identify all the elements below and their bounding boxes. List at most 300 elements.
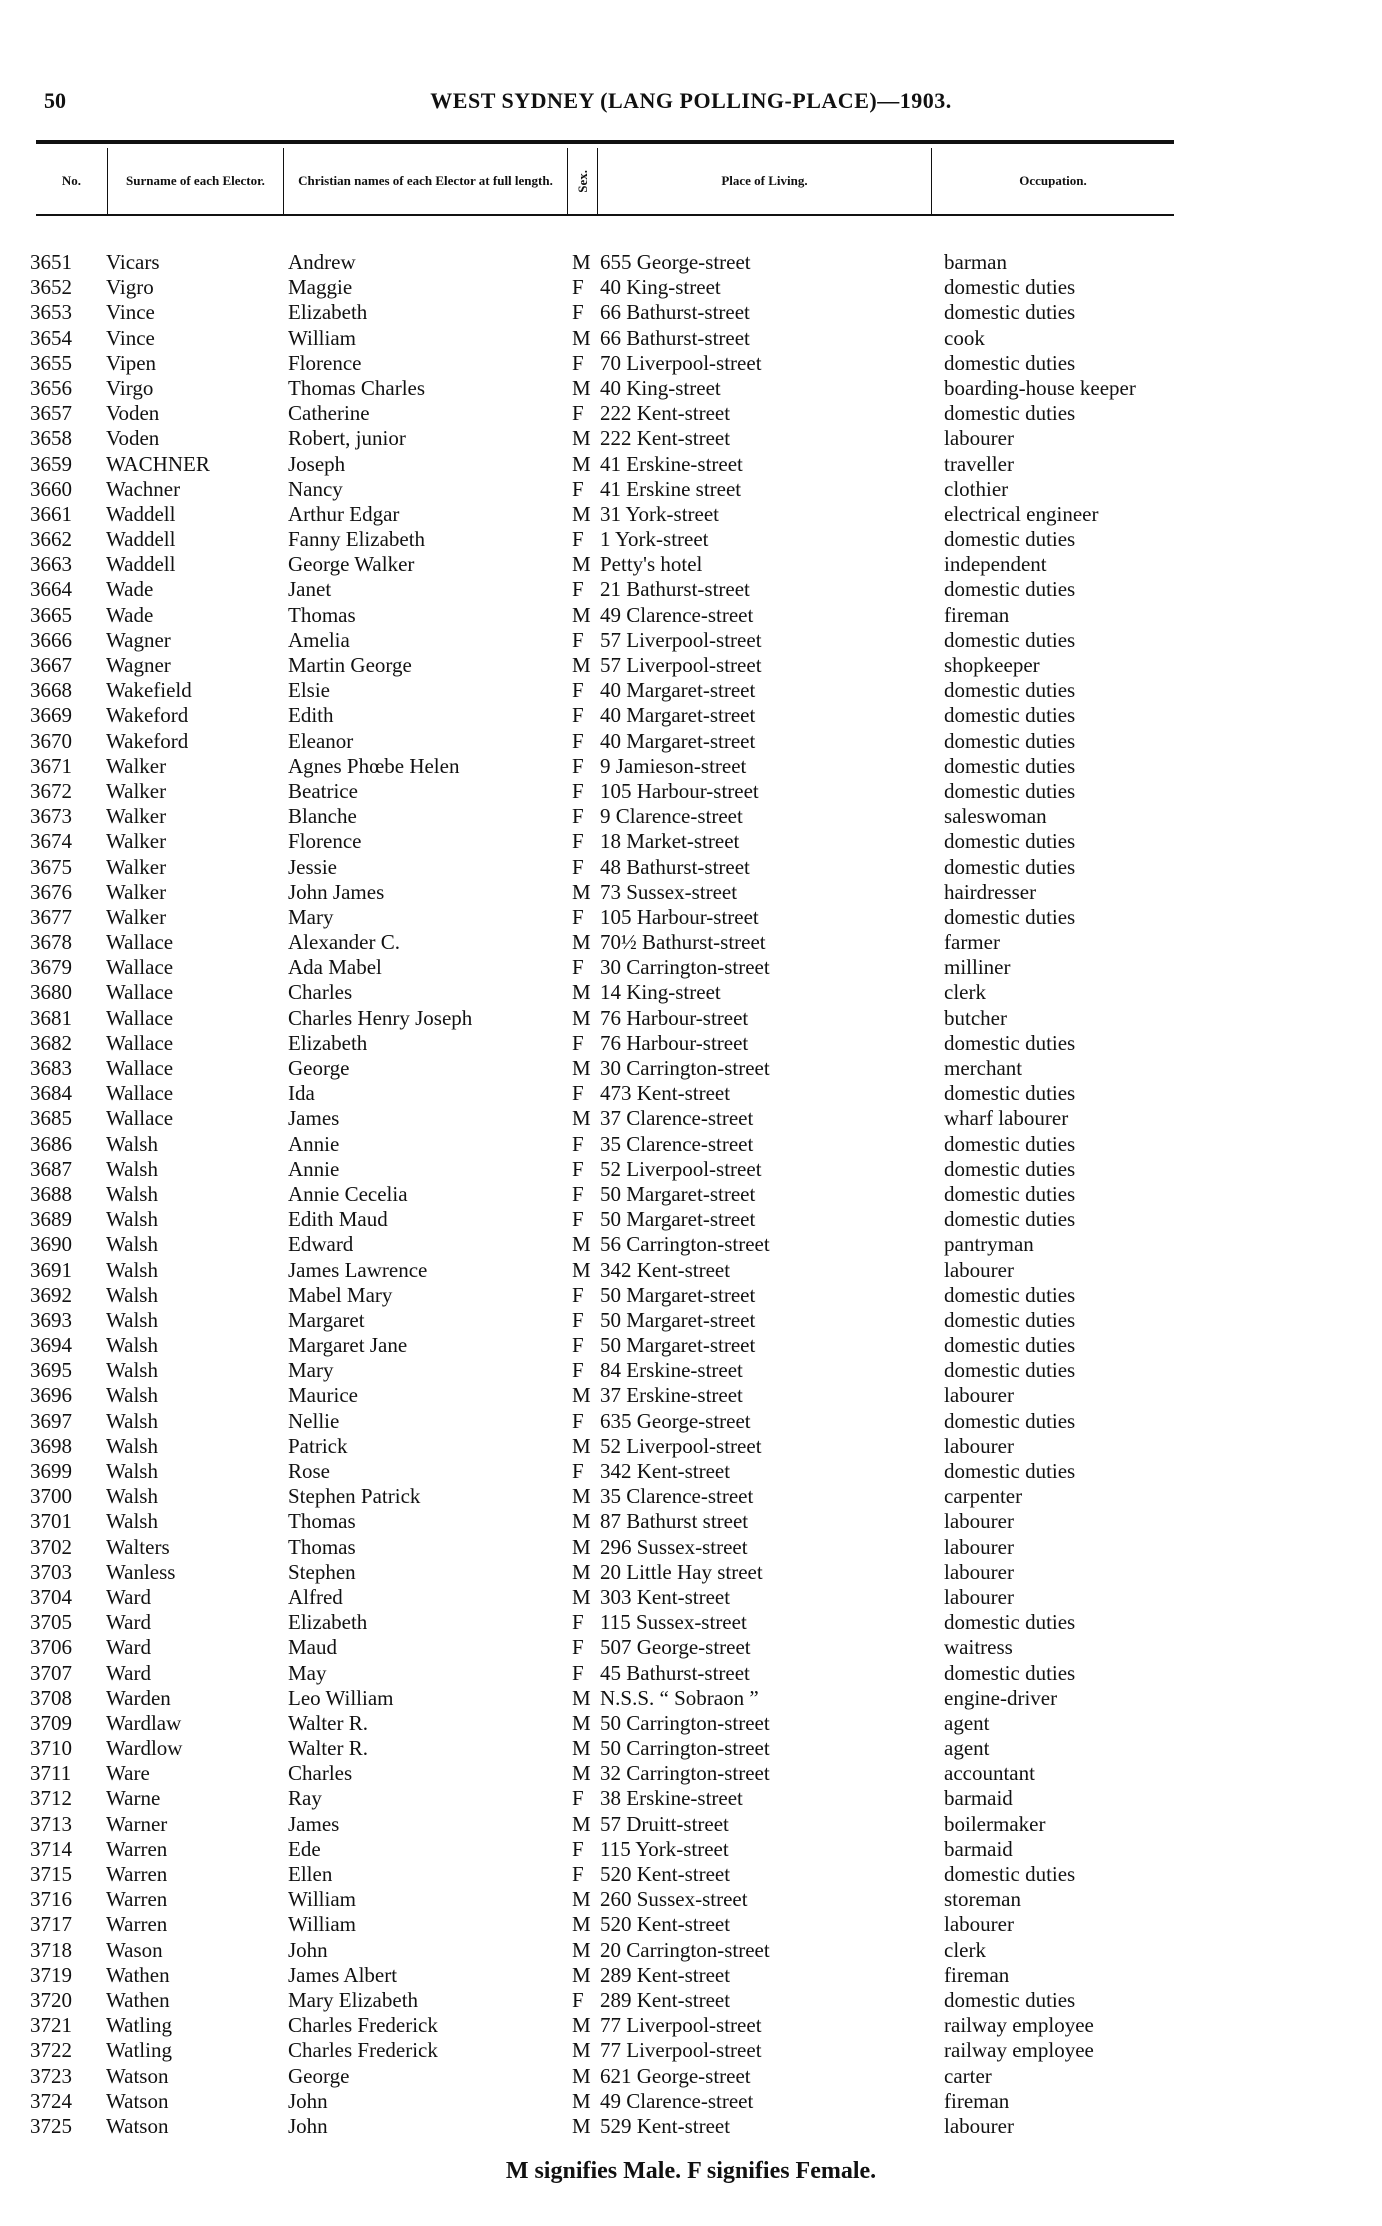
elector-christian-names: Andrew [288,250,356,274]
elector-occupation: domestic duties [944,1660,1076,1685]
elector-number: 3716 [30,1887,72,1912]
table-row [30,1686,1180,1711]
elector-place-of-living: 31 York-street [600,501,719,526]
elector-number: 3688 [30,1181,72,1206]
elector-surname: Walsh [106,1131,158,1156]
elector-surname: Voden [106,401,160,426]
elector-place-of-living: 520 Kent-street [600,1862,731,1886]
table-row [30,955,1180,980]
elector-christian-names: Annie [288,1156,340,1181]
elector-place-of-living: 222 Kent-street [600,426,731,451]
table-row [30,1409,1180,1434]
elector-surname: Walker [106,854,167,879]
table-row [30,1157,1180,1182]
table-row [30,2114,1180,2139]
table-row [30,678,1180,703]
elector-occupation: labourer [944,1534,1014,1559]
elector-place-of-living: 57 Druitt-street [600,1811,729,1836]
elector-number: 3722 [30,2038,72,2063]
elector-christian-names: Ray [288,1786,322,1811]
elector-place-of-living: 9 Clarence-street [600,804,743,829]
elector-sex: M [572,2063,591,2088]
elector-number: 3712 [30,1786,72,1811]
elector-occupation: domestic duties [944,753,1076,778]
table-row [30,552,1180,577]
table-row [30,1383,1180,1408]
elector-occupation: electrical engineer [944,501,1099,526]
elector-sex: M [572,552,591,577]
elector-christian-names: James Albert [288,1962,398,1987]
elector-place-of-living: 296 Sussex-street [600,1534,748,1559]
elector-sex: F [572,1987,584,2012]
elector-surname: Wade [106,577,154,602]
table-row [30,1081,1180,1106]
elector-place-of-living: 50 Margaret-street [600,1181,756,1206]
elector-place-of-living: 49 Clarence-street [600,2088,754,2113]
elector-place-of-living: 222 Kent-street [600,401,731,426]
elector-sex: F [572,300,584,325]
elector-number: 3655 [30,350,72,375]
elector-place-of-living: 520 Kent-street [600,1912,731,1937]
elector-occupation: boarding-house keeper [944,375,1136,400]
header-sex [568,148,598,214]
elector-occupation: domestic duties [944,1459,1076,1483]
elector-number: 3693 [30,1307,72,1332]
table-row [30,1812,1180,1837]
elector-sex: M [572,602,591,627]
table-row [30,905,1180,930]
elector-christian-names: Maggie [288,275,353,300]
elector-christian-names: Stephen [288,1559,356,1584]
table-row [30,804,1180,829]
elector-number: 3687 [30,1156,72,1181]
elector-place-of-living: 70 Liverpool-street [600,350,762,375]
elector-occupation: milliner [944,955,1011,980]
elector-surname: Waddell [106,552,176,577]
elector-number: 3675 [30,854,72,879]
table-row [30,1434,1180,1459]
elector-christian-names: Edward [288,1232,354,1257]
elector-sex: M [572,1912,591,1937]
elector-place-of-living: 50 Margaret-street [600,1207,756,1232]
elector-christian-names: Maurice [288,1383,358,1408]
elector-place-of-living: 38 Erskine-street [600,1786,743,1811]
table-row [30,703,1180,728]
elector-place-of-living: 45 Bathurst-street [600,1660,750,1685]
elector-place-of-living: 40 King-street [600,375,721,400]
table-row [30,880,1180,905]
elector-place-of-living: 105 Harbour-street [600,778,759,803]
elector-place-of-living: 70½ Bathurst-street [600,930,766,955]
elector-number: 3668 [30,678,72,703]
elector-christian-names: Elizabeth [288,1610,368,1635]
elector-occupation: domestic duties [944,904,1076,929]
elector-place-of-living: 342 Kent-street [600,1257,731,1282]
table-row [30,1283,1180,1308]
table-row [30,351,1180,376]
elector-sex: F [572,1862,584,1886]
elector-surname: Watson [106,2113,169,2138]
elector-number: 3707 [30,1660,72,1685]
elector-christian-names: George Walker [288,552,415,577]
table-row [30,1509,1180,1534]
elector-surname: Walker [106,904,167,929]
elector-surname: Wallace [106,1056,174,1080]
elector-place-of-living: 40 Margaret-street [600,678,756,703]
elector-surname: Walker [106,879,167,904]
elector-surname: Wardlow [106,1736,183,1761]
elector-occupation: waitress [944,1635,1013,1660]
table-row [30,1963,1180,1988]
elector-number: 3700 [30,1484,72,1509]
elector-surname: Vicars [106,250,160,274]
elector-christian-names: Alexander C. [288,930,400,955]
elector-occupation: domestic duties [944,1610,1076,1635]
elector-christian-names: John [288,2113,328,2138]
elector-surname: Walsh [106,1207,158,1232]
elector-christian-names: Charles Frederick [288,2013,438,2038]
elector-christian-names: Thomas [288,602,356,627]
elector-christian-names: Edith Maud [288,1207,388,1232]
elector-occupation: labourer [944,1912,1014,1937]
elector-number: 3717 [30,1912,72,1937]
elector-sex: F [572,829,584,854]
elector-christian-names: Jessie [288,854,337,879]
elector-christian-names: Beatrice [288,778,358,803]
elector-sex: F [572,854,584,879]
elector-surname: Walker [106,829,167,854]
elector-place-of-living: 260 Sussex-street [600,1887,748,1912]
table-row [30,1358,1180,1383]
table-row [30,1182,1180,1207]
elector-number: 3684 [30,1081,72,1106]
elector-place-of-living: 529 Kent-street [600,2113,731,2138]
table-row [30,401,1180,426]
elector-christian-names: Eleanor [288,728,354,753]
elector-christian-names: Blanche [288,804,357,829]
table-row [30,502,1180,527]
elector-place-of-living: 40 Margaret-street [600,728,756,753]
elector-occupation: storeman [944,1887,1021,1912]
elector-occupation: domestic duties [944,678,1076,703]
elector-sex: M [572,1685,591,1710]
elector-place-of-living: 35 Clarence-street [600,1484,754,1509]
table-row [30,1887,1180,1912]
elector-occupation: engine-driver [944,1685,1058,1710]
elector-sex: M [572,1811,591,1836]
elector-christian-names: Nancy [288,476,343,501]
elector-sex: M [572,1761,591,1786]
elector-number: 3721 [30,2013,72,2038]
elector-christian-names: Thomas Charles [288,375,426,400]
elector-place-of-living: 35 Clarence-street [600,1131,754,1156]
elector-christian-names: Martin George [288,653,412,677]
elector-surname: Warren [106,1887,168,1912]
elector-number: 3697 [30,1408,72,1433]
elector-number: 3682 [30,1030,72,1055]
elector-place-of-living: 76 Harbour-street [600,1005,749,1030]
elector-sex: F [572,955,584,980]
elector-place-of-living: 49 Clarence-street [600,602,754,627]
elector-place-of-living: 507 George-street [600,1635,751,1660]
elector-christian-names: Ada Mabel [288,955,382,980]
elector-sex: M [572,1584,591,1609]
table-row [30,1459,1180,1484]
elector-christian-names: Stephen Patrick [288,1484,421,1509]
elector-occupation: clerk [944,980,986,1005]
elector-place-of-living: 40 Margaret-street [600,703,756,728]
header-occupation: Occupation. [1019,173,1087,188]
elector-occupation: farmer [944,930,1000,955]
elector-number: 3724 [30,2088,72,2113]
elector-place-of-living: 473 Kent-street [600,1081,731,1106]
elector-christian-names: Margaret [288,1307,365,1332]
elector-surname: Watson [106,2063,169,2088]
elector-surname: Wathen [106,1962,170,1987]
elector-surname: Walsh [106,1383,158,1408]
elector-surname: Warner [106,1811,168,1836]
elector-surname: Walters [106,1534,170,1559]
elector-occupation: domestic duties [944,1358,1076,1383]
elector-place-of-living: 1 York-street [600,527,709,552]
elector-sex: M [572,250,591,274]
elector-sex: F [572,728,584,753]
elector-sex: F [572,753,584,778]
elector-number: 3657 [30,401,72,426]
header-surname: Surname of each Elector. [108,148,284,214]
elector-place-of-living: 77 Liverpool-street [600,2013,762,2038]
elector-sex: F [572,350,584,375]
elector-occupation: domestic duties [944,728,1076,753]
elector-christian-names: Charles Frederick [288,2038,438,2063]
elector-christian-names: Mary [288,904,334,929]
elector-number: 3676 [30,879,72,904]
elector-place-of-living: 73 Sussex-street [600,879,738,904]
elector-christian-names: Charles [288,1761,353,1786]
elector-number: 3699 [30,1459,72,1483]
elector-surname: Wakefield [106,678,192,703]
elector-sex: M [572,1383,591,1408]
elector-number: 3666 [30,627,72,652]
elector-place-of-living: 66 Bathurst-street [600,300,750,325]
elector-occupation: labourer [944,1509,1014,1534]
elector-sex: M [572,1005,591,1030]
elector-occupation: domestic duties [944,275,1076,300]
elector-surname: Ward [106,1610,151,1635]
elector-christian-names: William [288,325,356,350]
elector-sex: F [572,1459,584,1483]
elector-number: 3719 [30,1962,72,1987]
table-row [30,1988,1180,2013]
header-christian-names: Christian names of each Elector at full length. [284,148,568,214]
table-row [30,1560,1180,1585]
elector-christian-names: Elizabeth [288,1030,368,1055]
elector-number: 3654 [30,325,72,350]
elector-christian-names: Nellie [288,1408,340,1433]
elector-place-of-living: 621 George-street [600,2063,751,2088]
elector-occupation: railway employee [944,2013,1094,2038]
elector-place-of-living: N.S.S. “ Sobraon ” [600,1685,759,1710]
elector-occupation: domestic duties [944,703,1076,728]
elector-christian-names: Thomas [288,1534,356,1559]
elector-christian-names: May [288,1660,327,1685]
elector-christian-names: William [288,1912,356,1937]
elector-place-of-living: 76 Harbour-street [600,1030,749,1055]
elector-number: 3672 [30,778,72,803]
elector-sex: F [572,1610,584,1635]
elector-number: 3725 [30,2113,72,2138]
top-rule [36,140,1174,144]
elector-christian-names: James Lawrence [288,1257,428,1282]
elector-christian-names: Maud [288,1635,337,1660]
elector-number: 3713 [30,1811,72,1836]
elector-place-of-living: 14 King-street [600,980,721,1005]
elector-number: 3703 [30,1559,72,1584]
elector-surname: Walsh [106,1181,158,1206]
elector-place-of-living: 342 Kent-street [600,1459,731,1483]
table-row [30,1736,1180,1761]
elector-surname: Wallace [106,1030,174,1055]
elector-place-of-living: 21 Bathurst-street [600,577,750,602]
elector-surname: Wallace [106,1106,174,1131]
elector-christian-names: George [288,2063,350,2088]
table-row [30,1132,1180,1157]
elector-sex: F [572,1408,584,1433]
elector-surname: Walsh [106,1307,158,1332]
elector-place-of-living: 115 Sussex-street [600,1610,747,1635]
elector-occupation: labourer [944,1383,1014,1408]
elector-occupation: labourer [944,2113,1014,2138]
elector-number: 3685 [30,1106,72,1131]
elector-sex: M [572,1056,591,1080]
elector-sex: F [572,627,584,652]
elector-surname: Waddell [106,527,176,552]
elector-surname: Wallace [106,1081,174,1106]
elector-number: 3692 [30,1282,72,1307]
elector-place-of-living: 41 Erskine-street [600,451,743,476]
elector-place-of-living: 40 King-street [600,275,721,300]
elector-number: 3677 [30,904,72,929]
elector-occupation: fireman [944,1962,1010,1987]
elector-number: 3714 [30,1836,72,1861]
elector-christian-names: Ida [288,1081,315,1106]
elector-occupation: domestic duties [944,1156,1076,1181]
elector-sex: M [572,2088,591,2113]
elector-surname: Warren [106,1836,168,1861]
elector-number: 3680 [30,980,72,1005]
elector-occupation: domestic duties [944,1307,1076,1332]
elector-sex: F [572,1333,584,1358]
elector-sex: F [572,577,584,602]
elector-number: 3695 [30,1358,72,1383]
elector-surname: Vigro [106,275,154,300]
elector-surname: Walsh [106,1257,158,1282]
elector-sex: F [572,1307,584,1332]
elector-surname: Waddell [106,501,176,526]
elector-surname: Watson [106,2088,169,2113]
elector-sex: F [572,703,584,728]
elector-number: 3709 [30,1710,72,1735]
elector-number: 3673 [30,804,72,829]
table-row [30,1912,1180,1937]
elector-christian-names: Annie [288,1131,340,1156]
elector-place-of-living: 87 Bathurst street [600,1509,749,1534]
elector-number: 3681 [30,1005,72,1030]
elector-place-of-living: 289 Kent-street [600,1987,731,2012]
elector-occupation: merchant [944,1056,1023,1080]
elector-surname: Warren [106,1912,168,1937]
elector-number: 3689 [30,1207,72,1232]
elector-sex: M [572,1962,591,1987]
elector-sex: M [572,1484,591,1509]
elector-number: 3667 [30,653,72,677]
elector-sex: M [572,930,591,955]
elector-occupation: wharf labourer [944,1106,1069,1131]
table-row [30,577,1180,602]
table-row [30,426,1180,451]
elector-surname: Vipen [106,350,157,375]
elector-occupation: domestic duties [944,1862,1076,1886]
elector-christian-names: William [288,1887,356,1912]
elector-christian-names: Edith [288,703,334,728]
elector-number: 3679 [30,955,72,980]
elector-christian-names: Charles [288,980,353,1005]
elector-sex: M [572,1534,591,1559]
header-sex-label: Sex. [574,169,590,193]
elector-surname: Walker [106,778,167,803]
elector-number: 3669 [30,703,72,728]
elector-number: 3690 [30,1232,72,1257]
elector-place-of-living: 56 Carrington-street [600,1232,770,1257]
elector-sex: F [572,1282,584,1307]
elector-occupation: traveller [944,451,1014,476]
elector-surname: Ware [106,1761,150,1786]
elector-surname: Walsh [106,1282,158,1307]
elector-christian-names: Annie Cecelia [288,1181,408,1206]
elector-place-of-living: 77 Liverpool-street [600,2038,762,2063]
elector-number: 3658 [30,426,72,451]
elector-occupation: domestic duties [944,401,1076,426]
elector-sex: F [572,1181,584,1206]
page-title: WEST SYDNEY (LANG POLLING-PLACE)—1903. [430,88,952,113]
elector-christian-names: Florence [288,350,362,375]
elector-sex: M [572,325,591,350]
elector-place-of-living: 57 Liverpool-street [600,627,762,652]
elector-sex: M [572,1106,591,1131]
elector-christian-names: Joseph [288,451,346,476]
elector-sex: F [572,1131,584,1156]
elector-place-of-living: 18 Market-street [600,829,740,854]
elector-occupation: carpenter [944,1484,1023,1509]
elector-sex: M [572,451,591,476]
elector-occupation: domestic duties [944,829,1076,854]
elector-surname: Watling [106,2013,172,2038]
elector-sex: M [572,375,591,400]
elector-number: 3718 [30,1937,72,1962]
elector-number: 3696 [30,1383,72,1408]
table-row [30,1535,1180,1560]
table-row [30,326,1180,351]
elector-place-of-living: 48 Bathurst-street [600,854,750,879]
elector-place-of-living: 50 Margaret-street [600,1282,756,1307]
elector-number: 3723 [30,2063,72,2088]
table-row [30,2038,1180,2063]
elector-surname: Walsh [106,1509,158,1534]
elector-occupation: barmaid [944,1786,1013,1811]
elector-occupation: boilermaker [944,1811,1046,1836]
elector-sex: M [572,1257,591,1282]
elector-number: 3683 [30,1056,72,1080]
